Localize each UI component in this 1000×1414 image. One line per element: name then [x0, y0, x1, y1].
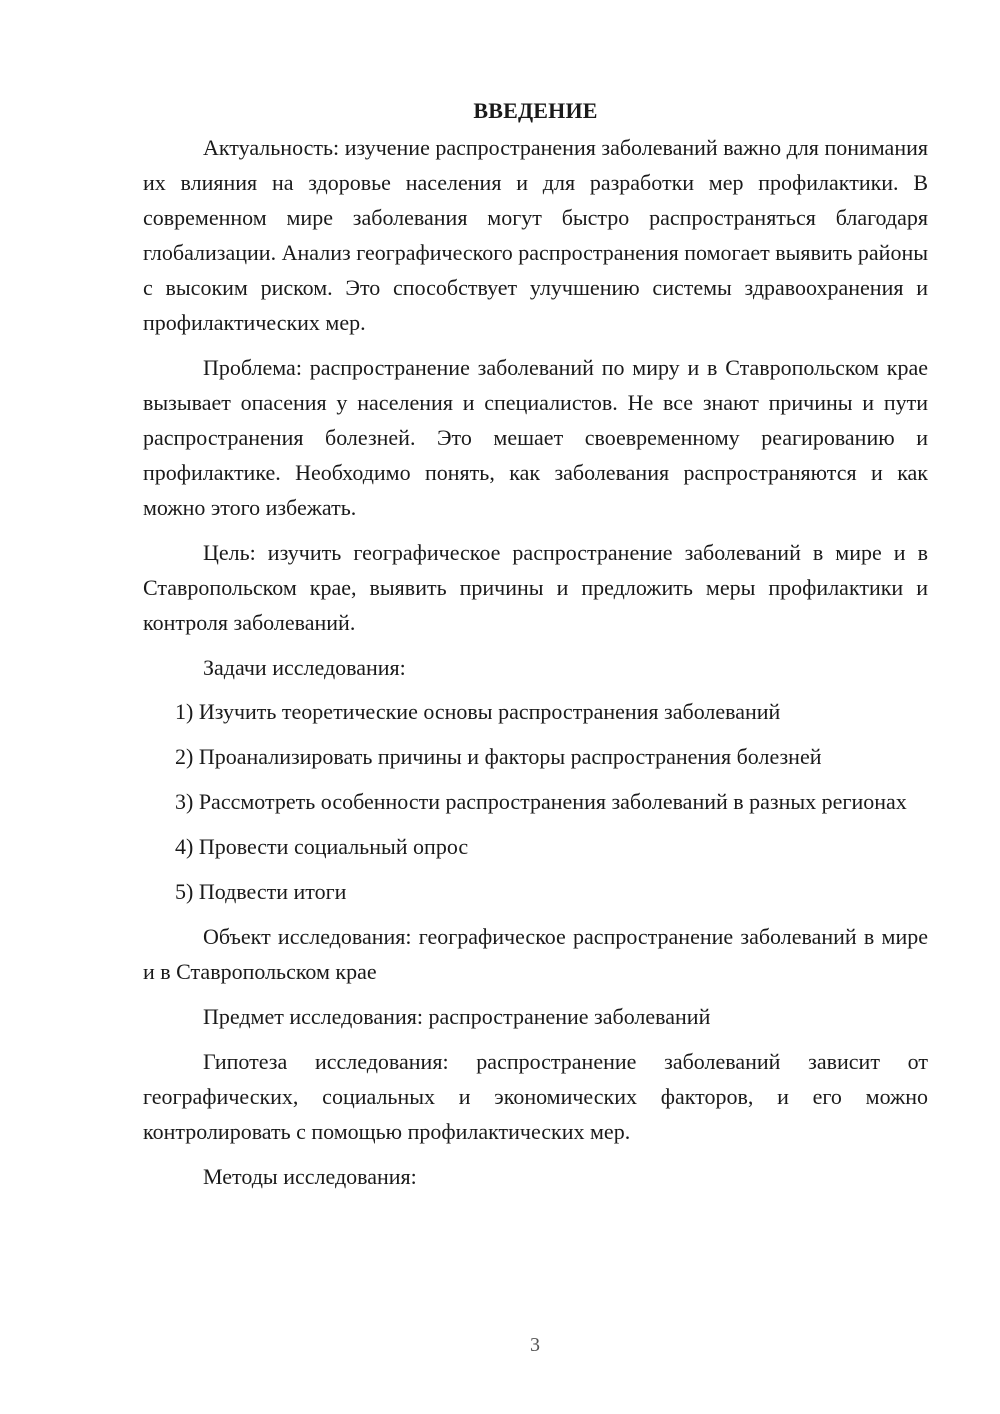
paragraph-hypothesis: Гипотеза исследования: распространение заболеваний зависит от географических, социальных и экономических факторов, и его можно контролировать с помощью профилактических мер. [143, 1049, 928, 1144]
methods-heading: Методы исследования: [203, 1164, 417, 1189]
paragraph-subject: Предмет исследования: распространение заболеваний [203, 1004, 711, 1029]
task-item-2: 2) Проанализировать причины и факторы распространения болезней [175, 744, 822, 769]
task-item-4: 4) Провести социальный опрос [175, 834, 469, 859]
task-item-1: 1) Изучить теоретические основы распространения заболеваний [175, 699, 781, 724]
task-item-3: 3) Рассмотреть особенности распространения заболеваний в разных регионах [175, 789, 907, 814]
paragraph-object: Объект исследования: географическое распространение заболеваний в мире и в Ставропольском крае [143, 924, 928, 984]
paragraph-relevance: Актуальность: изучение распространения заболеваний важно для понимания их влияния на здоровье населения и для разработки мер профилактики. В современном мире заболевания могут быстро распространяться благодаря глобализации. Анализ географического распространения помогает выявить районы с высоким риском. Это способствует улучшению системы здравоохранения и профилактических мер. [143, 135, 928, 335]
paragraph-goal: Цель: изучить географическое распространение заболеваний в мире и в Ставропольском крае, выявить причины и предложить меры профилактики и контроля заболеваний. [143, 540, 928, 635]
paragraph-problem: Проблема: распространение заболеваний по миру и в Ставропольском крае вызывает опасения у населения и специалистов. Не все знают причины и пути распространения болезней. Это мешает своевременному реагированию и профилактике. Необходимо понять, как заболевания распространяются и как можно этого избежать. [143, 355, 928, 520]
page-title: ВВЕДЕНИЕ [473, 98, 598, 123]
tasks-heading: Задачи исследования: [203, 655, 406, 680]
page-content [143, 96, 928, 1204]
task-item-5: 5) Подвести итоги [175, 879, 347, 904]
page-number: 3 [530, 1334, 540, 1356]
